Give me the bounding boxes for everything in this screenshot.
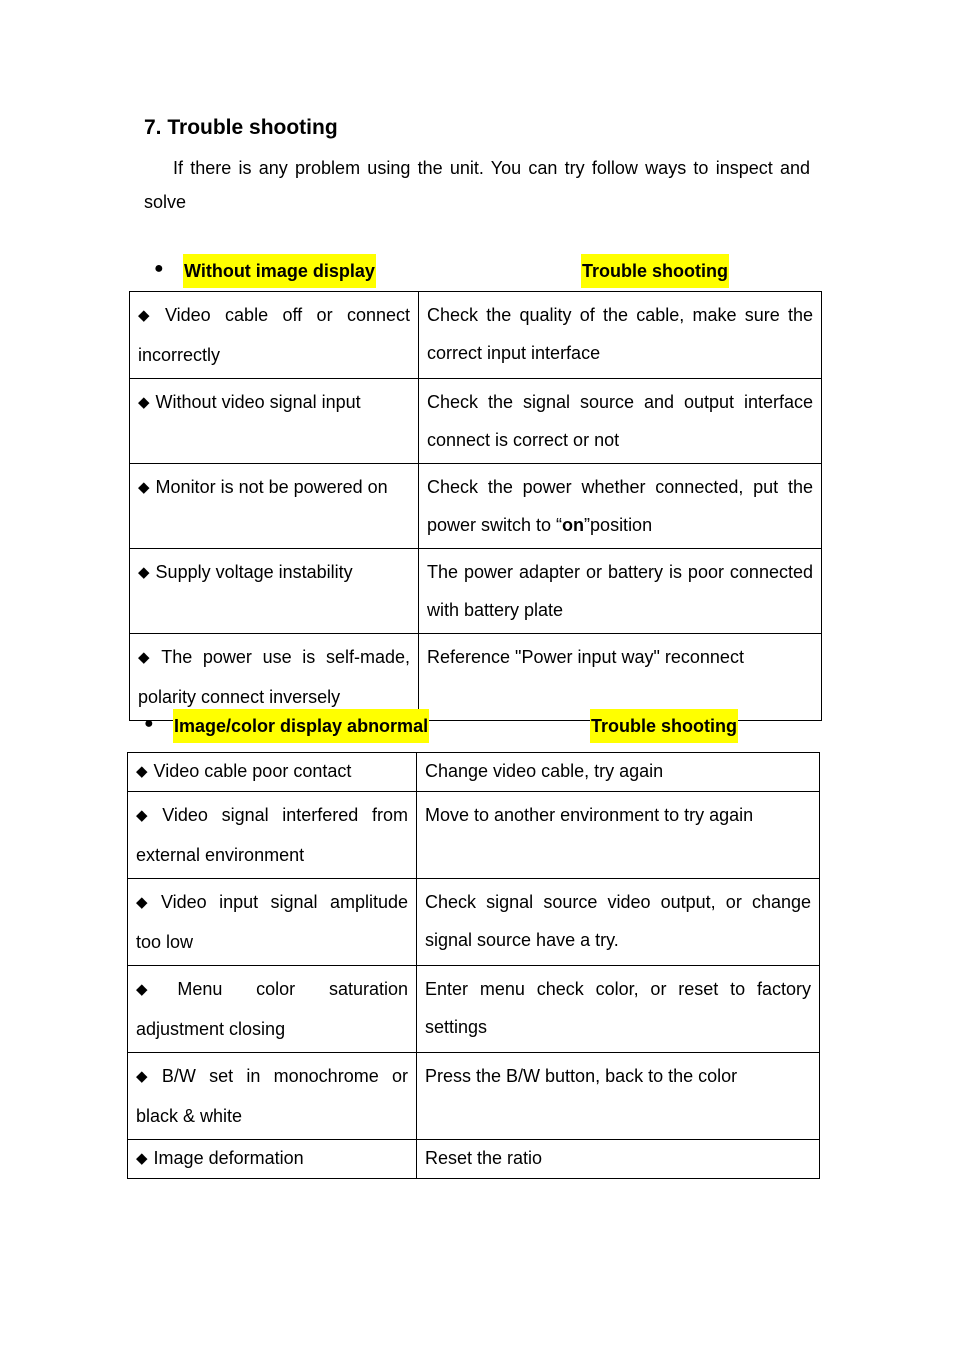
section2-right-label: Trouble shooting bbox=[590, 709, 738, 743]
problem-text: Menu color saturation adjustment closing bbox=[136, 979, 408, 1039]
solution-text: The power adapter or battery is poor connected with battery plate bbox=[427, 562, 813, 620]
problem-text: Video input signal amplitude too low bbox=[136, 892, 408, 952]
section1-right-label: Trouble shooting bbox=[581, 254, 729, 288]
problem-text: Video signal interfered from external environment bbox=[136, 805, 408, 865]
diamond-icon: ◆ bbox=[136, 763, 148, 780]
diamond-icon: ◆ bbox=[138, 394, 150, 411]
bullet-icon: ● bbox=[154, 260, 164, 277]
table-row bbox=[130, 634, 822, 721]
table-row bbox=[130, 464, 822, 549]
table-row bbox=[128, 879, 820, 966]
solution-text: Enter menu check color, or reset to factory settings bbox=[425, 979, 811, 1037]
solution-cell bbox=[419, 292, 822, 379]
problem-text: Without video signal input bbox=[155, 392, 361, 412]
problem-cell bbox=[128, 1053, 417, 1140]
problem-cell bbox=[130, 634, 419, 721]
intro-paragraph: If there is any problem using the unit. You can try follow ways to inspect and solve bbox=[144, 158, 810, 212]
section2-header bbox=[140, 709, 770, 743]
section2-table bbox=[127, 752, 820, 1179]
diamond-icon: ◆ bbox=[138, 564, 150, 581]
solution-cell bbox=[417, 1140, 820, 1179]
solution-cell bbox=[417, 753, 820, 792]
problem-text: Video cable off or connect incorrectly bbox=[138, 305, 410, 365]
solution-text: Change video cable, try again bbox=[425, 761, 664, 781]
table-row bbox=[128, 753, 820, 792]
problem-text: Supply voltage instability bbox=[155, 562, 353, 582]
diamond-icon: ◆ bbox=[136, 1150, 148, 1167]
solution-cell bbox=[419, 379, 822, 464]
solution-cell bbox=[417, 879, 820, 966]
solution-cell bbox=[419, 634, 822, 721]
solution-cell bbox=[419, 549, 822, 634]
problem-cell bbox=[130, 549, 419, 634]
solution-bold-text: on bbox=[562, 515, 585, 535]
problem-cell bbox=[128, 753, 417, 792]
problem-cell bbox=[128, 966, 417, 1053]
page-title: 7. Trouble shooting bbox=[144, 116, 338, 139]
solution-text: Check the signal source and output interface connect is correct or not bbox=[427, 392, 813, 450]
diamond-icon: ◆ bbox=[136, 1068, 156, 1085]
problem-cell bbox=[130, 379, 419, 464]
table-row bbox=[130, 379, 822, 464]
table-row bbox=[128, 1140, 820, 1179]
table-row bbox=[128, 966, 820, 1053]
problem-text: Monitor is not be powered on bbox=[155, 477, 388, 497]
bullet-icon: ● bbox=[144, 715, 154, 732]
problem-text: The power use is self-made, polarity connect inversely bbox=[138, 647, 410, 707]
table-row bbox=[128, 1053, 820, 1140]
solution-text: Move to another environment to try again bbox=[425, 805, 754, 825]
section1-left-label: Without image display bbox=[183, 254, 376, 288]
diamond-icon: ◆ bbox=[136, 981, 177, 998]
problem-text: B/W set in monochrome or black & white bbox=[136, 1066, 408, 1126]
table-row bbox=[130, 549, 822, 634]
solution-cell bbox=[417, 966, 820, 1053]
problem-text: Video cable poor contact bbox=[153, 761, 352, 781]
solution-text-end: ”position bbox=[584, 515, 653, 535]
solution-cell bbox=[417, 792, 820, 879]
solution-text: Check signal source video output, or change signal source have a try. bbox=[425, 892, 811, 950]
solution-text: Reference "Power input way" reconnect bbox=[427, 647, 744, 667]
problem-cell bbox=[128, 792, 417, 879]
section1-header bbox=[150, 254, 770, 288]
diamond-icon: ◆ bbox=[138, 479, 150, 496]
diamond-icon: ◆ bbox=[138, 649, 156, 666]
problem-cell bbox=[130, 464, 419, 549]
solution-text: Press the B/W button, back to the color bbox=[425, 1066, 738, 1086]
solution-text: Check the quality of the cable, make sure the correct input interface bbox=[427, 305, 813, 363]
solution-cell bbox=[419, 464, 822, 549]
diamond-icon: ◆ bbox=[136, 807, 157, 824]
solution-text: Reset the ratio bbox=[425, 1148, 543, 1168]
table-row bbox=[128, 792, 820, 879]
diamond-icon: ◆ bbox=[136, 894, 155, 911]
solution-text: Check the power whether connected, put the power switch to “ bbox=[427, 477, 813, 535]
table-row bbox=[130, 292, 822, 379]
diamond-icon: ◆ bbox=[138, 307, 159, 324]
section1-table bbox=[129, 291, 822, 721]
solution-cell bbox=[417, 1053, 820, 1140]
problem-cell bbox=[128, 879, 417, 966]
problem-cell bbox=[128, 1140, 417, 1179]
problem-text: Image deformation bbox=[153, 1148, 304, 1168]
section2-left-label: Image/color display abnormal bbox=[173, 709, 429, 743]
problem-cell bbox=[130, 292, 419, 379]
